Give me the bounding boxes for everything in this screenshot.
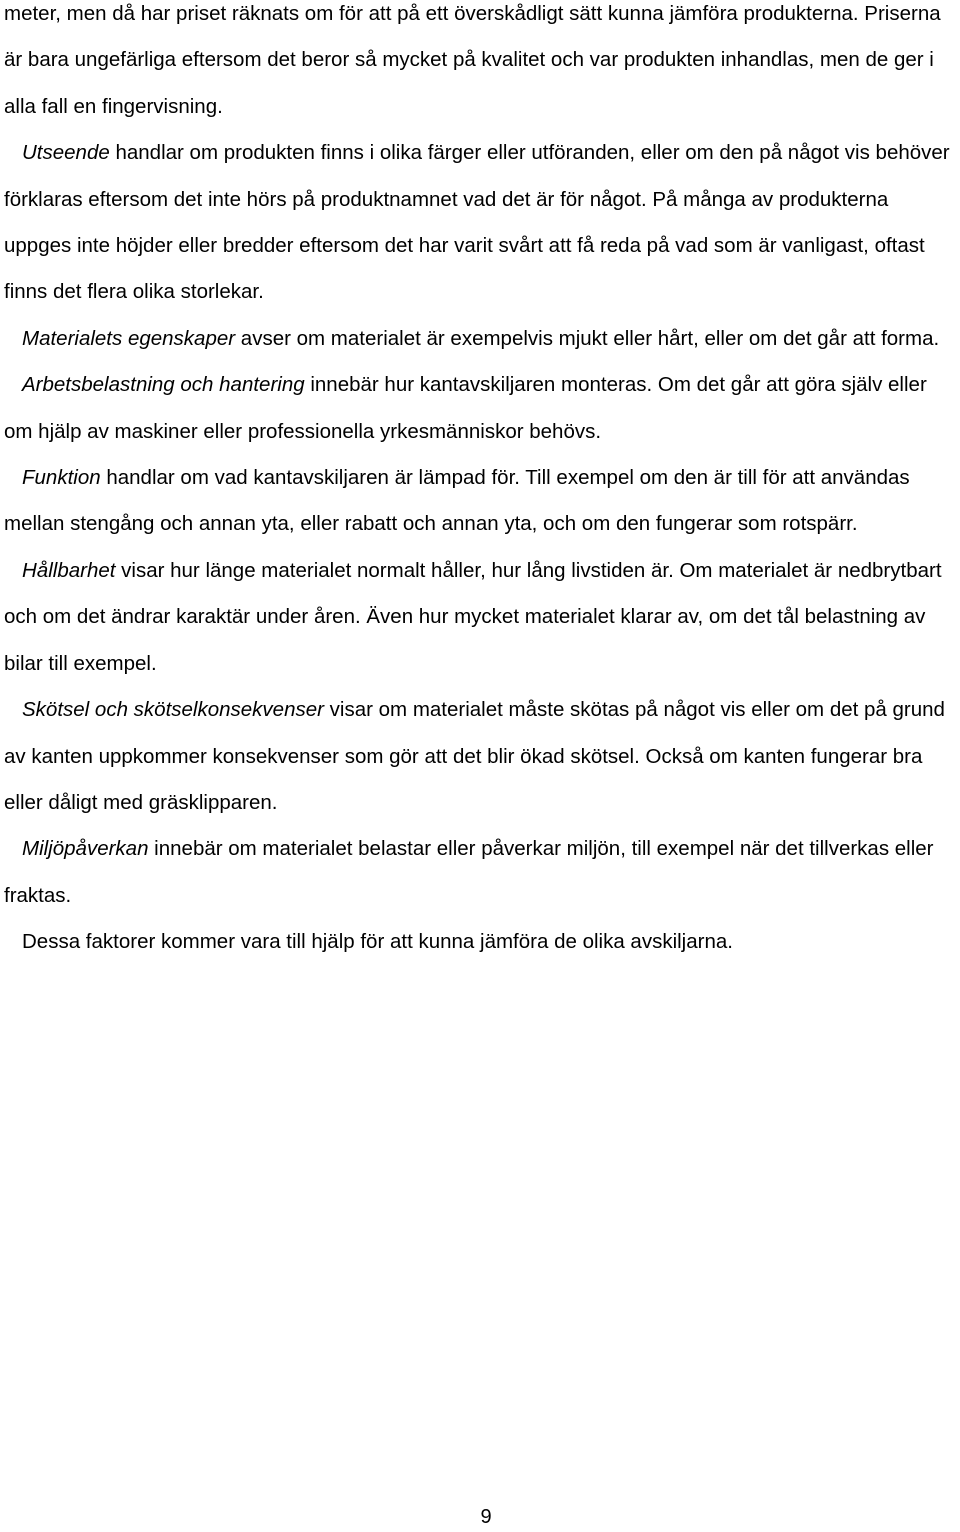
paragraph-funktion: [4, 455, 958, 548]
paragraph-text: visar om materialet måste skötas på något vis eller om det på grund av kanten uppkommer konsekvenser som gör att det blir ökad skötsel. Också om kanten fungerar bra eller dåligt med gräsklipparen.: [4, 698, 945, 814]
paragraph-text: Dessa faktorer kommer vara till hjälp för att kunna jämföra de olika avskiljarna.: [22, 930, 733, 954]
term-materialets-egenskaper: Materialets egenskaper: [22, 326, 236, 350]
paragraph-text: meter, men då har priset räknats om för att på ett överskådligt sätt kunna jämföra produkterna. Priserna är bara ungefärliga eftersom det beror så mycket på kvalitet och var produkten inhandlas, men de ger i alla fall en fingervisning.: [4, 2, 941, 118]
term-hallbarhet: Hållbarhet: [22, 558, 116, 582]
term-miljopaverkan: Miljöpåverkan: [22, 837, 149, 861]
page-number: 9: [480, 1506, 492, 1528]
body-text: [4, 0, 958, 966]
paragraph-slutsats: [4, 919, 958, 965]
term-funktion: Funktion: [22, 466, 101, 490]
paragraph-text: visar hur länge materialet normalt håller, hur lång livstiden är. Om materialet är nedbrytbart och om det ändrar karaktär under åren. Även hur mycket materialet klarar av, om det tål belastning av bilar till exempel.: [4, 558, 942, 675]
term-skotsel: Skötsel och skötselkonsekvenser: [22, 698, 324, 722]
paragraph-miljopaverkan: [4, 826, 958, 919]
paragraph-text: innebär om materialet belastar eller påverkar miljön, till exempel när det tillverkas eller fraktas.: [4, 837, 934, 907]
paragraph-text: handlar om produkten finns i olika färger eller utföranden, eller om den på något vis behöver förklaras eftersom det inte hörs på produktnamnet vad det är för något. På många av produkterna uppges inte höjder eller bredder eftersom det har varit svårt att få reda på vad som är vanligast, oftast finns det flera olika storlekar.: [4, 141, 950, 304]
paragraph-arbetsbelastning: [4, 362, 958, 455]
paragraph-skotsel: [4, 687, 958, 826]
paragraph-text: avser om materialet är exempelvis mjukt eller hårt, eller om det går att forma.: [235, 326, 940, 350]
paragraph-materialets-egenskaper: [4, 316, 958, 362]
paragraph-intro: [4, 0, 958, 130]
paragraph-text: innebär hur kantavskiljaren monteras. Om det går att göra själv eller om hjälp av maskiner eller professionella yrkesmänniskor behövs.: [4, 373, 927, 443]
paragraph-utseende: [4, 130, 958, 316]
term-arbetsbelastning: Arbetsbelastning och hantering: [22, 373, 305, 397]
paragraph-hallbarhet: [4, 548, 958, 687]
term-utseende: Utseende: [22, 141, 110, 165]
paragraph-text: handlar om vad kantavskiljaren är lämpad för. Till exempel om den är till för att användas mellan stengång och annan yta, eller rabatt och annan yta, och om den fungerar som rotspärr.: [4, 466, 910, 536]
